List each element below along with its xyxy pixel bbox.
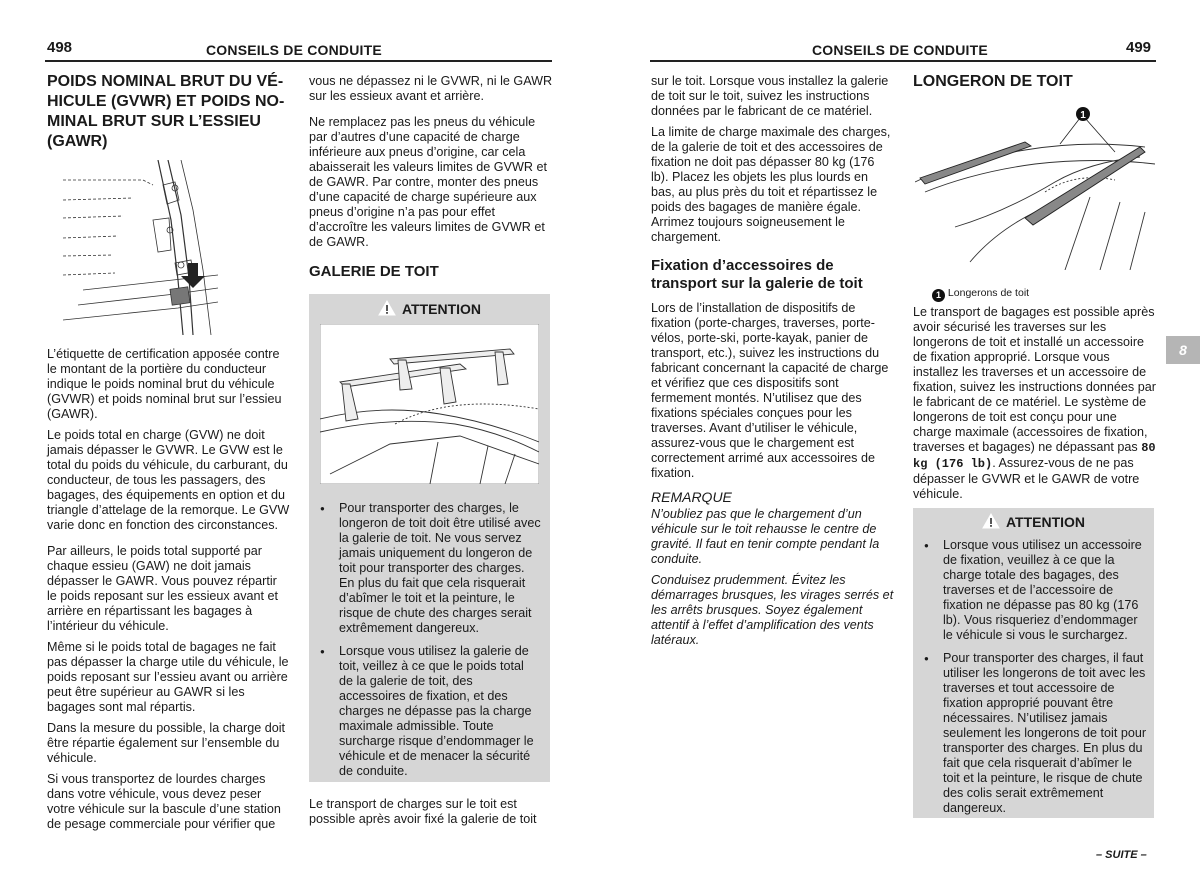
column-1 — [47, 72, 290, 170]
remark-paragraph: N’oubliez pas que le chargement d’un véhicule sur le toit rehausse le centre de gravité. Il faut en tenir compte pendant la conduite. — [651, 507, 880, 566]
roof-rail-illustration — [915, 102, 1155, 270]
door-pillar-illustration — [63, 160, 218, 335]
warning-title: ATTENTION — [1005, 514, 1086, 530]
accessories-heading — [651, 257, 895, 293]
paragraph: Ne remplacez pas les pneus du véhicule par d’autres d’une capacité de charge inférieure aux pneus d’origine, car cela abaisserait les valeurs limites de GVWR et de GAWR. Par contre, monter des pneus d’une capacité de charge supérieure aux pneus d’origine n’a pas pour effet d’accroître les valeurs limites de GVWR et de GAWR. — [309, 115, 547, 249]
left-running-title: CONSEILS DE CONDUITE — [206, 42, 382, 58]
paragraph: L’étiquette de certification apposée contre le montant de la portière du conducteur indique le poids nominal brut du véhicule (GVWR) et poids nominal brut sur l’essieu (GAWR). — [47, 347, 282, 421]
warning-header — [309, 299, 550, 319]
paragraph: Dans la mesure du possible, la charge doit être répartie également sur l’ensemble du véhicule. — [47, 721, 286, 765]
roof-rack-warning-list — [317, 501, 541, 787]
right-header-rule — [650, 60, 1156, 62]
warning-bullet: ● Lorsque vous utilisez un accessoire de fixation, veuillez à ce que la charge totale des bagages, des traverses et de l’accessoire de fixation ne dépasse pas 80 kg (176 lb). Vous risqueriez d’endommager le véhicule si vous le surchargez. — [921, 538, 1147, 643]
column-1-body — [47, 347, 290, 838]
gvwr-heading-line-1: POIDS NOMINAL BRUT DU VÉ- — [47, 73, 284, 90]
column-2-bottom — [309, 797, 554, 833]
gvwr-heading-line-2: HICULE (GVWR) ET POIDS NO- — [47, 93, 285, 110]
paragraph — [913, 305, 1156, 502]
column-2-top — [309, 74, 554, 256]
gvwr-heading-line-3: MINAL BRUT SUR L’ESSIEU — [47, 113, 261, 130]
paragraph: La limite de charge maximale des charges, de la galerie de toit et des accessoires de fixation ne doit pas dépasser 80 kg (176 lb). Placez les objets les plus lourds en bas, au plus près du toit et répartissez le poids des bagages de manière égale. Arrimez toujours soigneusement le chargement. — [651, 125, 891, 244]
accessories-heading-line-1: Fixation d’accessoires de — [651, 257, 834, 274]
right-running-title: CONSEILS DE CONDUITE — [812, 42, 988, 58]
roof-rail-caption — [932, 287, 1029, 302]
roof-rack-illustration — [320, 324, 539, 484]
paragraph: Le poids total en charge (GVW) ne doit jamais dépasser le GVWR. Le GVW est le total du poids du véhicule, du carburant, du conducteur, de tous les passagers, des bagages, des équipements en option et du triangle d’attelage de la remorque. Le GVW varie donc en fonction des circonstances. — [47, 428, 290, 532]
paragraph: Même si le poids total de bagages ne fait pas dépasser la charge utile du véhicule, le poids reposant sur l’essieu avant ou arrière peut être supérieur au GAWR si les bagages sont mal répartis. — [47, 640, 289, 714]
left-page-number: 498 — [47, 39, 73, 56]
roof-rack-heading: GALERIE DE TOIT — [309, 263, 439, 280]
continued-footer: – SUITE – — [1096, 849, 1147, 861]
warning-bullet: ● Pour transporter des charges, le longeron de toit doit être utilisé avec la galerie de toit. Ne vous servez jamais uniquement du longeron de toit pour transporter des charges. En plus du fait que cela risquerait d’abîmer le toit et la peinture, le risque de chute des charges serait extrêmement dangereux. — [317, 501, 541, 636]
paragraph: sur le toit. Lorsque vous installez la galerie de toit sur le toit, suivez les instructions données par le fabricant de ce matériel. — [651, 74, 889, 118]
remark-paragraph: Conduisez prudemment. Évitez les démarrages brusques, les virages serrés et les arrêts brusques. Soyez également attentif à l’effet d’amplification des vents latéraux. — [651, 573, 894, 647]
gvwr-heading — [47, 72, 290, 152]
column-3 — [651, 74, 895, 654]
paragraph: vous ne dépassez ni le GVWR, ni le GAWR sur les essieux avant et arrière. — [309, 74, 553, 103]
roof-rail-warning-list — [921, 538, 1147, 824]
chapter-tab: 8 — [1166, 336, 1200, 364]
warning-title: ATTENTION — [401, 301, 482, 317]
left-header-rule — [45, 60, 552, 62]
caption-text: Longerons de toit — [947, 287, 1030, 299]
paragraph: Par ailleurs, le poids total supporté par chaque essieu (GAW) ne doit jamais dépasser le GAWR. Vous pouvez répartir le poids reposant sur les essieux avant et arrière en répartissant les bagages à l’intérieur du véhicule. — [47, 544, 279, 633]
gvwr-heading-line-4: (GAWR) — [47, 133, 108, 150]
remark-title: REMARQUE — [651, 489, 732, 505]
max-load-value: 80 kg (176 lb) — [913, 441, 1156, 471]
paragraph: Lors de l’installation de dispositifs de fixation (porte-charges, traverses, porte-vélos, porte-ski, porte-kayak, panier de transport, etc.), suivez les instructions du fabricant concernant la capacité de charge et vérifiez que ces dispositifs sont fermement montés. N’utilisez que des fixations spéciales conçues pour les traverses. Avant d’utiliser le véhicule, assurez-vous que le chargement est correctement arrimé aux accessoires de fixation. — [651, 301, 889, 480]
paragraph-part: Le transport de bagages est possible après avoir sécurisé les traverses sur les longerons de toit et installé un accessoire de fixation approprié. Lorsque vous installez les traverses et un accessoire de fixation, suivez les instructions données par le fabricant de ce matériel. Le système de longerons de toit est conçu pour une charge maximale (accessoires de fixation, traverses et bagages) ne dépassant pas — [913, 305, 1156, 454]
accessories-heading-line-2: transport sur la galerie de toit — [651, 275, 863, 292]
roof-rail-heading: LONGERON DE TOIT — [913, 73, 1073, 90]
roof-rack-warning-box — [309, 294, 550, 782]
roof-rail-warning-box — [913, 508, 1154, 818]
column-4-body — [913, 305, 1156, 508]
paragraph: Le transport de charges sur le toit est possible après avoir fixé la galerie de toit — [309, 797, 537, 826]
paragraph-part: . Assurez-vous de ne pas dépasser le GVWR et le GAWR de votre véhicule. — [913, 456, 1140, 501]
warning-bullet: ● Pour transporter des charges, il faut utiliser les longerons de toit avec les traverses et tout accessoire de fixation approprié pouvant être nécessaires. N’utilisez jamais seulement les longerons de toit pour transporter des charges. En plus du fait que cela risquerait d’abîmer le toit et la peinture, le risque de chute des colis serait extrêmement dangereux. — [921, 651, 1147, 816]
paragraph: Si vous transportez de lourdes charges dans votre véhicule, vous devez peser votre véhicule sur la bascule d’une station de pesage commerciale pour vérifier que — [47, 772, 281, 831]
callout-1-icon: 1 — [932, 289, 945, 302]
right-page-number: 499 — [1126, 39, 1152, 56]
callout-1-number: 1 — [1080, 110, 1086, 121]
warning-triangle-icon — [982, 513, 1000, 529]
warning-header — [913, 512, 1154, 532]
warning-triangle-icon — [378, 300, 396, 316]
warning-bullet: ● Lorsque vous utilisez la galerie de toit, veillez à ce que le poids total de la galerie de toit, des accessoires de fixation, et des charges ne dépasse pas la charge maximale admissible. Toute surcharge risque d’endommager le véhicule et de menacer la sécurité de conduite. — [317, 644, 541, 779]
